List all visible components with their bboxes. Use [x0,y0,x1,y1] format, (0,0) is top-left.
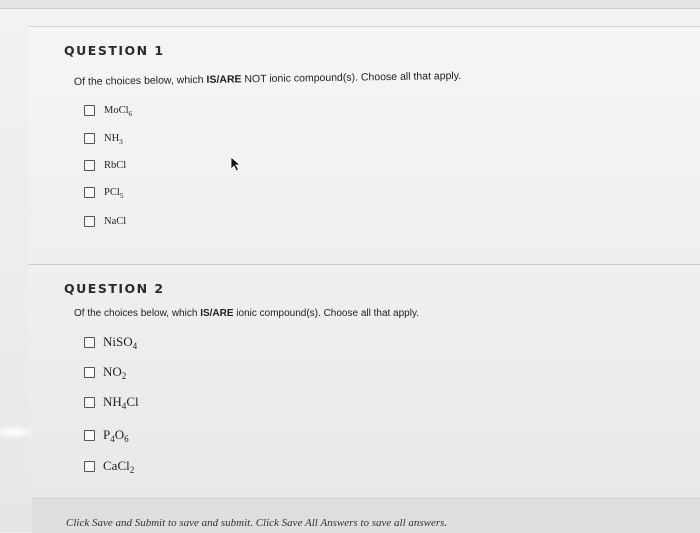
screen-glare [0,425,34,439]
checkbox[interactable] [84,160,95,171]
question-1-title: QUESTION 1 [64,43,165,58]
checkbox[interactable] [84,337,95,348]
q2-choice-4[interactable] [84,427,129,443]
q1-choice-1[interactable] [84,105,132,116]
checkbox[interactable] [84,105,95,116]
mouse-cursor-icon [230,156,242,172]
prompt-text: Of the choices below, which [74,308,201,319]
q2-choice-3[interactable] [84,394,139,410]
choice-label: $P_4O_6$ [103,427,129,444]
prompt-text: NOT ionic compound(s). Choose all that apply. [241,69,462,86]
q1-choice-2[interactable] [84,133,123,144]
choice-label: NiSO$_4$ [103,334,138,351]
checkbox[interactable] [84,133,95,144]
checkbox[interactable] [84,397,95,408]
top-bar [0,0,700,8]
top-divider [0,8,700,9]
footer-instructions: Click Save and Submit to save and submit. Click Save All Answers to save all answers. [66,517,448,529]
q1-choice-5[interactable] [84,216,126,227]
choice-label: $NH_4Cl$ [103,394,139,411]
choice-label: $NH_3$ [104,133,123,146]
question-2-title: QUESTION 2 [64,281,165,296]
q1-choice-4[interactable] [84,187,123,198]
choice-label: PCl$_5$ [104,187,124,200]
choice-label: MoCl$_6$ [104,105,133,118]
checkbox[interactable] [84,187,95,198]
question-2-block [28,264,700,490]
choice-label: RbCl [104,160,127,171]
checkbox[interactable] [84,461,95,472]
question-2-prompt [74,308,419,319]
q2-choice-5[interactable] [84,458,134,474]
footer-bar [32,498,700,533]
choice-label: $NO_2$ [103,364,127,381]
question-1-prompt [74,70,461,88]
question-1-block [28,26,700,267]
q2-choice-1[interactable] [84,334,137,350]
q2-choice-2[interactable] [84,364,126,380]
checkbox[interactable] [84,216,95,227]
prompt-emphasis: IS/ARE [206,73,242,86]
prompt-text: Of the choices below, which [73,73,207,88]
prompt-emphasis: IS/ARE [200,308,234,319]
checkbox[interactable] [84,430,95,441]
checkbox[interactable] [84,367,95,378]
q1-choice-3[interactable] [84,160,126,171]
choice-label: NaCl [104,216,127,227]
prompt-text: ionic compound(s). Choose all that apply. [233,308,419,319]
choice-label: CaCl$_2$ [103,458,135,475]
